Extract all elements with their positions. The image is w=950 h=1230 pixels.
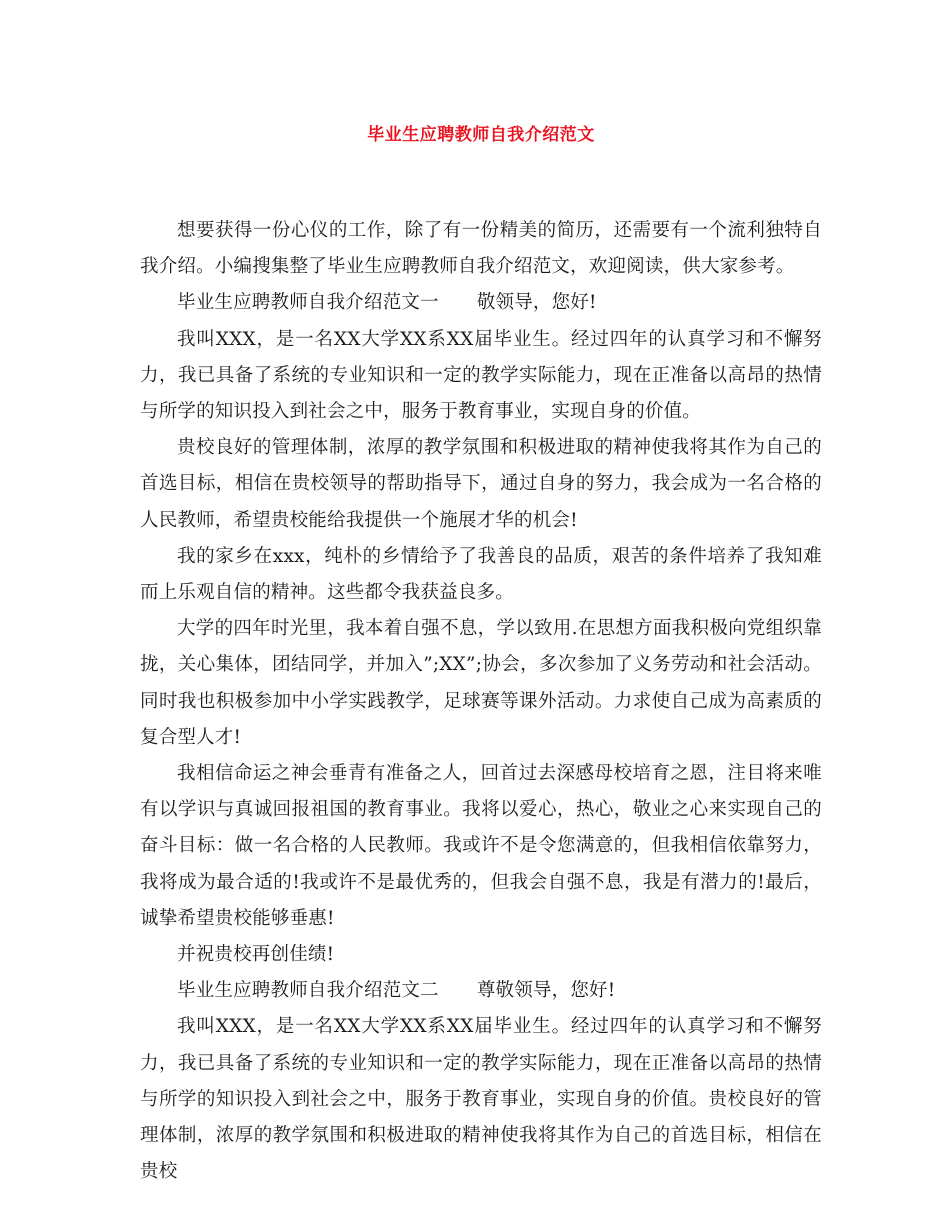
sample-one-heading: 毕业生应聘教师自我介绍范文一 — [177, 292, 439, 314]
sample-two-heading: 毕业生应聘教师自我介绍范文二 — [177, 980, 439, 1002]
paragraph-self-intro: 我叫XXX，是一名XX大学XX系XX届毕业生。经过四年的认真学习和不懈努力，我已具备了系统的专业知识和一定的教学实际能力，现在正准备以高昂的热情与所学的知识投入到社会之中，服务于教育事业，实现自身的价值。 — [140, 328, 822, 423]
sample-one-heading-line — [140, 285, 822, 321]
document-body — [140, 213, 822, 1190]
paragraph-intro: 想要获得一份心仪的工作，除了有一份精美的简历，还需要有一个流利独特自我介绍。小编搜集整了毕业生应聘教师自我介绍范文，欢迎阅读，供大家参考。 — [140, 220, 822, 278]
document-title: 毕业生应聘教师自我介绍范文 — [367, 125, 595, 145]
sample-two-heading-line — [140, 973, 822, 1009]
paragraph-hometown: 我的家乡在xxx，纯朴的乡情给予了我善良的品质，艰苦的条件培养了我知难而上乐观自信的精神。这些都令我获益良多。 — [140, 545, 822, 604]
paragraph-school-choice: 贵校良好的管理体制，浓厚的教学氛围和积极进取的精神使我将其作为自己的首选目标，相信在贵校领导的帮助指导下，通过自身的努力，我会成为一名合格的人民教师，希望贵校能给我提供一个施展才华的机会! — [140, 437, 822, 531]
sample-two-greeting: 尊敬领导，您好! — [476, 980, 616, 1002]
paragraph-sample-two-body: 我叫XXX，是一名XX大学XX系XX届毕业生。经过四年的认真学习和不懈努力，我已具备了系统的专业知识和一定的教学实际能力，现在正准备以高昂的热情与所学的知识投入到社会之中，服务于教育事业，实现自身的价值。贵校良好的管理体制，浓厚的教学氛围和积极进取的精神使我将其作为自己的首选目标，相信在贵校 — [140, 1016, 822, 1183]
paragraph-university: 大学的四年时光里，我本着自强不息，学以致用.在思想方面我积极向党组织靠拢，关心集体，团结同学，并加入”;XX”;协会，多次参加了义务劳动和社会活动。同时我也积极参加中小学实践教学，足球赛等课外活动。力求使自己成为高素质的复合型人才! — [140, 618, 822, 748]
paragraph-wishes: 并祝贵校再创佳绩! — [177, 944, 335, 966]
sample-one-greeting: 敬领导，您好! — [476, 292, 597, 314]
paragraph-belief: 我相信命运之神会垂青有准备之人，回首过去深感母校培育之恩，注目将来唯有以学识与真诚回报祖国的教育事业。我将以爱心，热心，敬业之心来实现自己的奋斗目标：做一名合格的人民教师。我或许不是令您满意的，但我相信依靠努力，我将成为最合适的!我或许不是最优秀的，但我会自强不息，我是有潜力的!最后，诚挚希望贵校能够垂惠! — [140, 763, 822, 929]
